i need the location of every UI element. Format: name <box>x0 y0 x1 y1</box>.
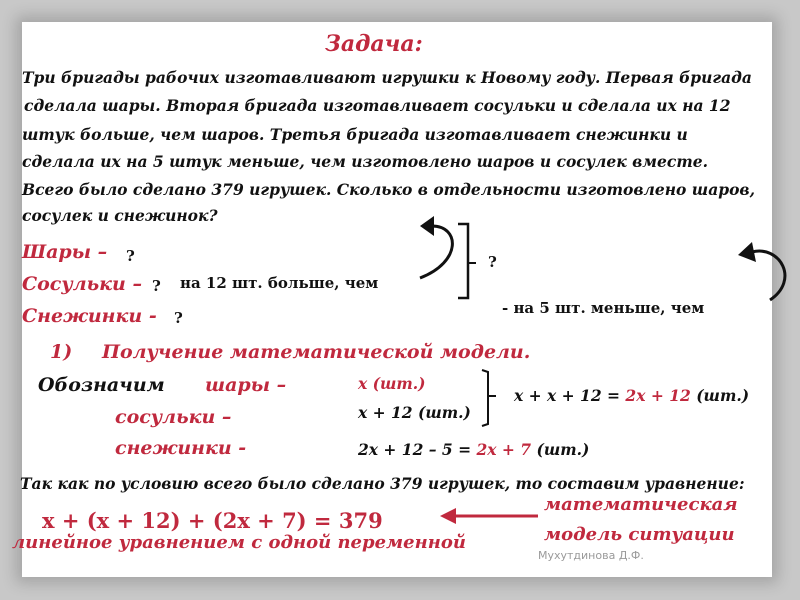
problem-line-5: Всего было сделано 379 игрушек. Сколько в отдельности изготовлено шаров, <box>22 180 755 199</box>
curved-arrow-left-icon <box>420 226 452 278</box>
curved-arrow-right-icon <box>752 251 785 300</box>
notation-shary: шары – <box>205 374 287 396</box>
notation-snezhinki: снежинки - <box>115 437 247 459</box>
snezh-right: 2x + 7 <box>476 440 532 459</box>
arrowhead-left-icon <box>420 216 434 236</box>
item-snezhinki-question: ? <box>174 309 183 327</box>
brace-question: ? <box>488 253 497 271</box>
group-bracket-icon <box>458 224 468 298</box>
relation-less: - на 5 шт. меньше, чем <box>502 299 705 317</box>
notation-label: Обозначим <box>38 374 165 396</box>
equation-type: линейное уравнением с одной переменной <box>12 532 466 553</box>
x-sosulki: x + 12 (шт.) <box>358 403 471 422</box>
condition-text: Так как по условию всего было сделано 379 игрушек, то составим уравнение: <box>20 474 745 493</box>
problem-line-3: штук больше, чем шаров. Третья бригада изготавливает снежинки и <box>22 125 688 144</box>
problem-line-1: Три бригады рабочих изготавливают игрушки к Новому году. Первая бригада <box>22 68 752 87</box>
item-snezhinki: Снежинки - <box>22 305 157 327</box>
notation-bracket-icon <box>482 370 488 426</box>
sum-unit: (шт.) <box>696 386 750 405</box>
sum-right: 2x + 12 <box>625 386 691 405</box>
x-shary: x (шт.) <box>358 374 426 393</box>
step-number: 1) <box>50 341 73 363</box>
model-label-line-2: модель ситуации <box>544 524 735 545</box>
snezh-left: 2x + 12 – 5 = <box>358 440 472 459</box>
snezh-unit: (шт.) <box>536 440 590 459</box>
step-title: Получение математической модели. <box>102 341 531 363</box>
item-sosulki: Сосульки – <box>22 273 142 295</box>
item-sosulki-question: ? <box>152 277 161 295</box>
page-title: Задача: <box>325 31 423 57</box>
model-arrowhead-icon <box>440 508 456 524</box>
model-label-line-1: математическая <box>544 494 738 515</box>
problem-line-6: сосулек и снежинок? <box>22 206 218 225</box>
problem-line-2: сделала шары. Вторая бригада изготавливает сосульки и сделала их на 12 <box>24 96 731 115</box>
sum-left: x + x + 12 = <box>514 386 620 405</box>
relation-more: на 12 шт. больше, чем <box>180 274 379 292</box>
item-shary: Шары – <box>22 241 108 263</box>
item-shary-question: ? <box>126 247 135 265</box>
equation: x + (x + 12) + (2x + 7) = 379 <box>42 508 383 533</box>
author: Мухутдинова Д.Ф. <box>538 549 644 562</box>
notation-sosulki: сосульки – <box>115 406 232 428</box>
problem-line-4: сделала их на 5 штук меньше, чем изготовлено шаров и сосулек вместе. <box>22 152 708 171</box>
arrowhead-right-icon <box>738 242 756 262</box>
